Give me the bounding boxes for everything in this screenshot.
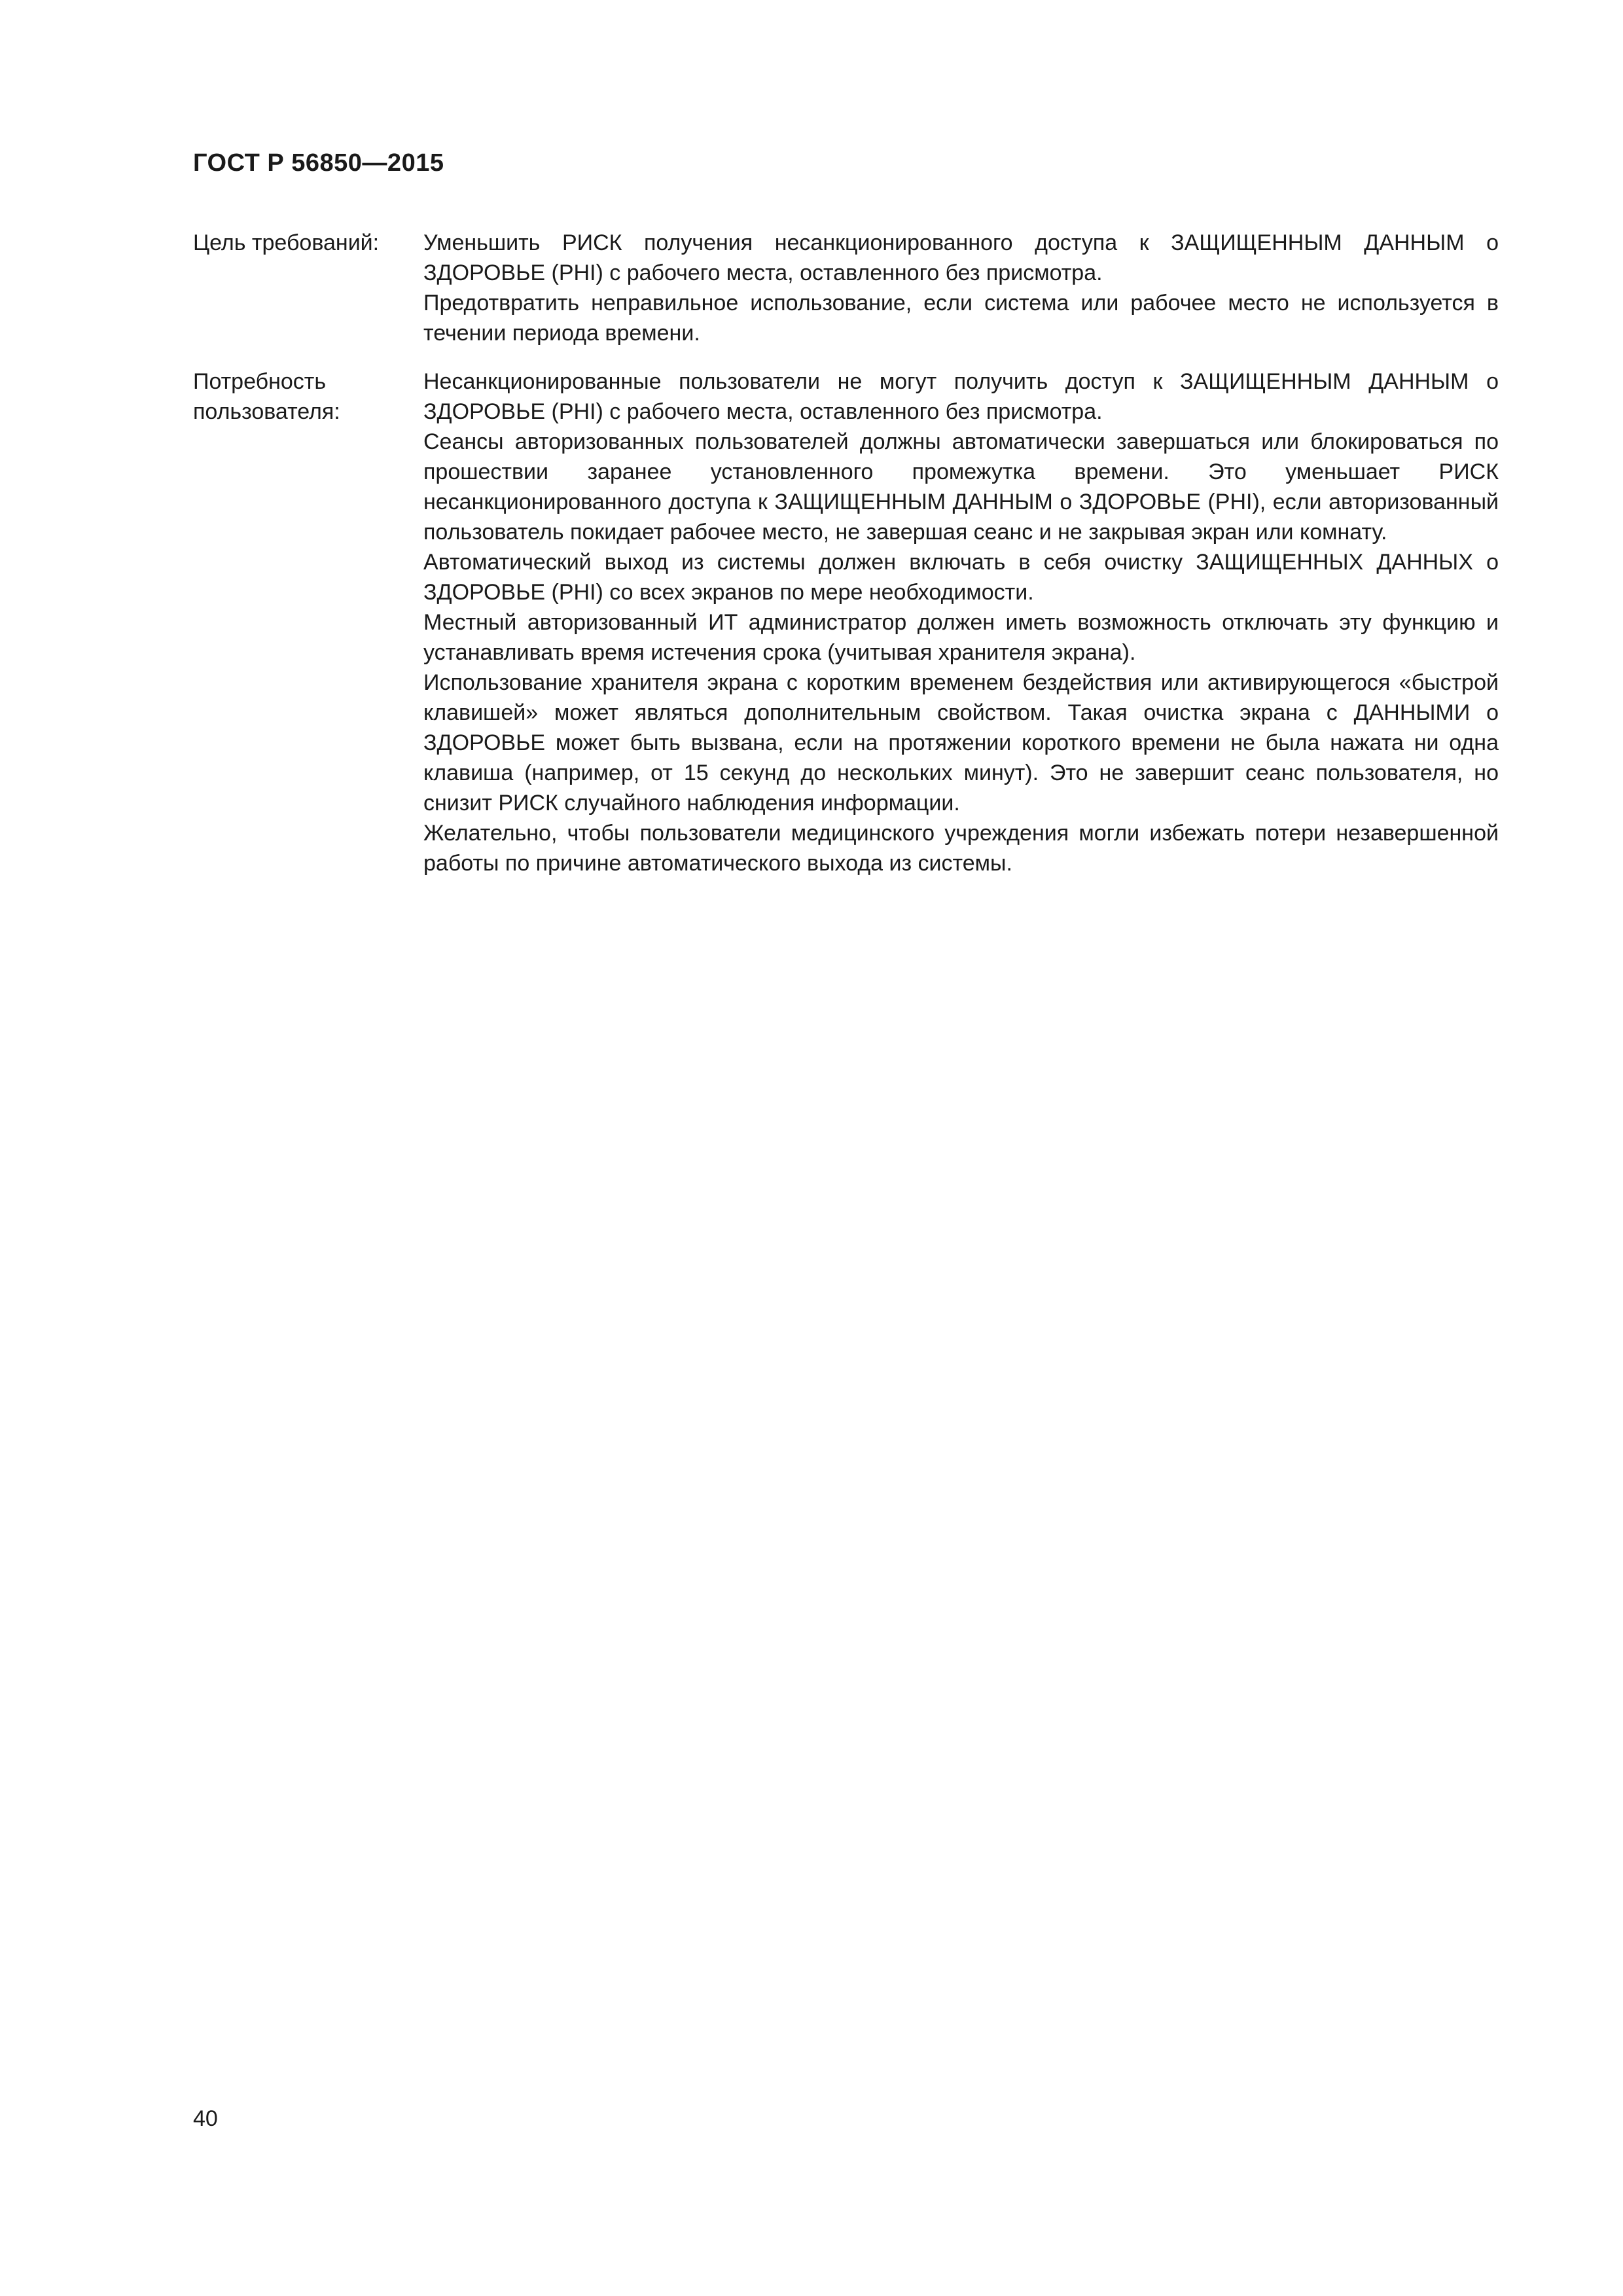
need-paragraph-6: Желательно, чтобы пользователи медицинского учреждения могли избежать потери незавершенной работы по причине автоматического выхода из системы. [423, 821, 1499, 876]
section-requirements-goal [193, 228, 1499, 348]
section-content-need [423, 367, 1499, 878]
section-user-need [193, 367, 1499, 878]
goal-paragraph-2: Предотвратить неправильное использование, если система или рабочее место не используется в течении периода времени. [423, 291, 1499, 346]
need-paragraph-1: Несанкционированные пользователи не могут получить доступ к ЗАЩИЩЕННЫМ ДАННЫМ о ЗДОРОВЬЕ (PHI) с рабочего места, оставленного без присмотра. [423, 369, 1499, 424]
document-id-header: ГОСТ Р 56850—2015 [193, 149, 444, 177]
page-number: 40 [193, 2106, 218, 2131]
section-label-goal: Цель требований: [193, 230, 380, 255]
need-paragraph-4: Местный авторизованный ИТ администратор должен иметь возможность отключать эту функцию и устанавливать время истечения срока (учитывая хранителя экрана). [423, 610, 1499, 665]
need-paragraph-5: Использование хранителя экрана с коротким временем бездействия или активирующегося «быстрой клавишей» может являться дополнительным свойством. Такая очистка экрана с ДАННЫМИ о ЗДОРОВЬЕ может быть вызвана, если на протяжении короткого времени не была нажата ни одна клавиша (например, от 15 секунд до нескольких минут). Это не завершит сеанс пользователя, но снизит РИСК случайного наблюдения информации. [423, 670, 1499, 816]
need-paragraph-2: Сеансы авторизованных пользователей должны автоматически завершаться или блокироваться по прошествии заранее установленного промежутка времени. Это уменьшает РИСК несанкционированного доступа к ЗАЩИЩЕННЫМ ДАННЫМ о ЗДОРОВЬЕ (PHI), если авторизованный пользователь покидает рабочее место, не завершая сеанс и не закрывая экран или комнату. [423, 429, 1499, 545]
section-content-goal [423, 228, 1499, 348]
need-paragraph-3: Автоматический выход из системы должен включать в себя очистку ЗАЩИЩЕННЫХ ДАННЫХ о ЗДОРОВЬЕ (PHI) со всех экранов по мере необходимости. [423, 550, 1499, 605]
goal-paragraph-1: Уменьшить РИСК получения несанкционированного доступа к ЗАЩИЩЕННЫМ ДАННЫМ о ЗДОРОВЬЕ (PHI) с рабочего места, оставленного без присмотра. [423, 230, 1499, 285]
section-label-need: Потребность пользователя: [193, 369, 340, 424]
